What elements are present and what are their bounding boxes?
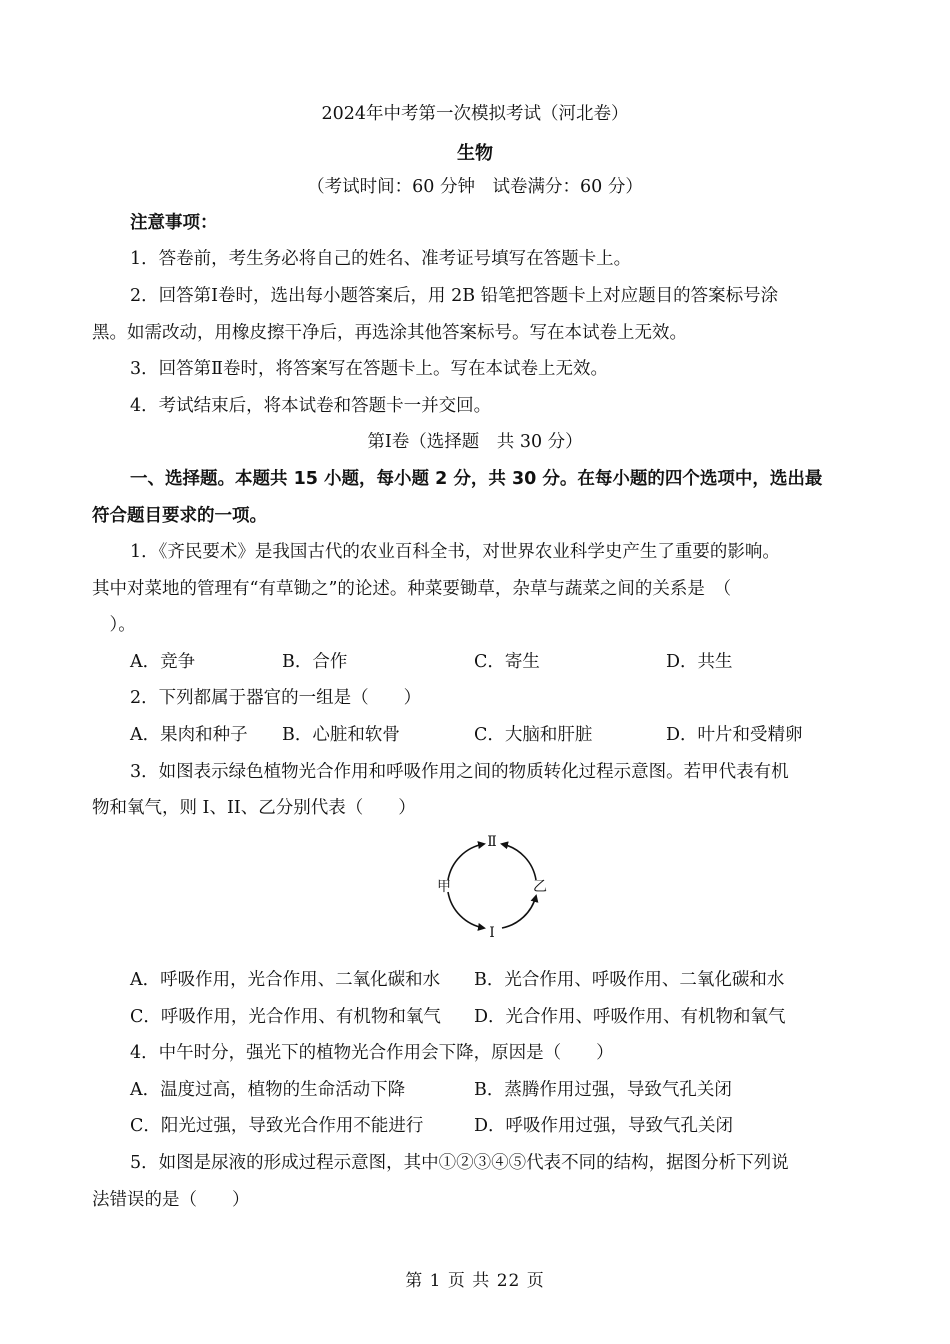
q3-option-b: B．光合作用、呼吸作用、二氧化碳和水	[474, 970, 785, 990]
q1-option-c: C．寄生	[474, 652, 540, 672]
q3-option-d: D．光合作用、呼吸作用、有机物和氧气	[474, 1007, 786, 1027]
q1-stem-1: 1．《齐民要术》是我国古代的农业百科全书，对世界农业科学史产生了重要的影响。	[130, 542, 780, 562]
notice-item-4: 4．考试结束后，将本试卷和答题卡一并交回。	[130, 396, 492, 416]
q2-option-a: A．果肉和种子	[130, 725, 248, 745]
q4-option-a: A．温度过高，植物的生命活动下降	[130, 1080, 406, 1100]
q4-option-b: B．蒸腾作用过强，导致气孔关闭	[474, 1080, 732, 1100]
q5-stem-1: 5．如图是尿液的形成过程示意图，其中①②③④⑤代表不同的结构，据图分析下列说	[130, 1153, 789, 1173]
part1-instruction-1: 一、选择题。本题共 15 小题，每小题 2 分，共 30 分。在每小题的四个选项中，选出最	[130, 469, 823, 489]
page-number: 第 1 页 共 22 页	[405, 1271, 545, 1291]
notice-item-2-cont: 黑。如需改动，用橡皮擦干净后，再选涂其他答案标号。写在本试卷上无效。	[92, 323, 687, 343]
arrow-i-to-yi	[502, 896, 536, 928]
q4-stem: 4．中午时分，强光下的植物光合作用会下降，原因是（ ）	[130, 1043, 614, 1063]
q2-option-c: C．大脑和肝脏	[474, 725, 593, 745]
exam-info: （考试时间：60 分钟 试卷满分：60 分）	[307, 177, 643, 197]
arrow-jia-to-i	[448, 892, 484, 928]
exam-title: 2024年中考第一次模拟考试（河北卷）	[321, 104, 629, 124]
q3-stem-2: 物和氧气，则 I、II、乙分别代表（ ）	[92, 798, 416, 818]
part1-heading: 第Ⅰ卷（选择题 共 30 分）	[367, 432, 583, 452]
notice-item-3: 3．回答第Ⅱ卷时，将答案写在答题卡上。写在本试卷上无效。	[130, 359, 609, 379]
arrow-yi-to-ii	[502, 844, 536, 880]
part1-instruction-2: 符合题目要求的一项。	[92, 506, 267, 526]
label-yi: 乙	[533, 879, 547, 895]
label-jia: 甲	[437, 879, 451, 895]
notice-item-1: 1．答卷前，考生务必将自己的姓名、准考证号填写在答题卡上。	[130, 249, 632, 269]
q4-option-c: C．阳光过强，导致光合作用不能进行	[130, 1116, 424, 1136]
q3-option-c: C．呼吸作用，光合作用、有机物和氧气	[130, 1007, 441, 1027]
q1-stem-3: ）。	[92, 615, 136, 635]
arrow-jia-to-ii	[448, 844, 484, 880]
q1-stem-2: 其中对菜地的管理有“有草锄之”的论述。种菜要锄草，杂草与蔬菜之间的关系是 （	[92, 579, 732, 599]
q1-option-a: A．竞争	[130, 652, 196, 672]
notice-heading: 注意事项：	[130, 213, 218, 233]
q1-option-d: D．共生	[666, 652, 733, 672]
q2-option-b: B．心脏和软骨	[282, 725, 400, 745]
subject-title: 生物	[457, 143, 493, 164]
q1-option-b: B．合作	[282, 652, 348, 672]
q3-option-a: A．呼吸作用，光合作用、二氧化碳和水	[130, 970, 441, 990]
q5-stem-2: 法错误的是（ ）	[92, 1190, 250, 1210]
notice-item-2: 2．回答第Ⅰ卷时，选出每小题答案后，用 2B 铅笔把答题卡上对应题目的答案标号涂	[130, 286, 779, 306]
label-i: I	[489, 925, 495, 941]
q2-option-d: D．叶片和受精卵	[666, 725, 803, 745]
q3-stem-1: 3．如图表示绿色植物光合作用和呼吸作用之间的物质转化过程示意图。若甲代表有机	[130, 762, 789, 782]
q2-stem: 2．下列都属于器官的一组是（ ）	[130, 688, 422, 708]
photosynthesis-cycle-diagram	[436, 830, 548, 942]
label-ii: Ⅱ	[487, 834, 497, 850]
q4-option-d: D．呼吸作用过强，导致气孔关闭	[474, 1116, 734, 1136]
